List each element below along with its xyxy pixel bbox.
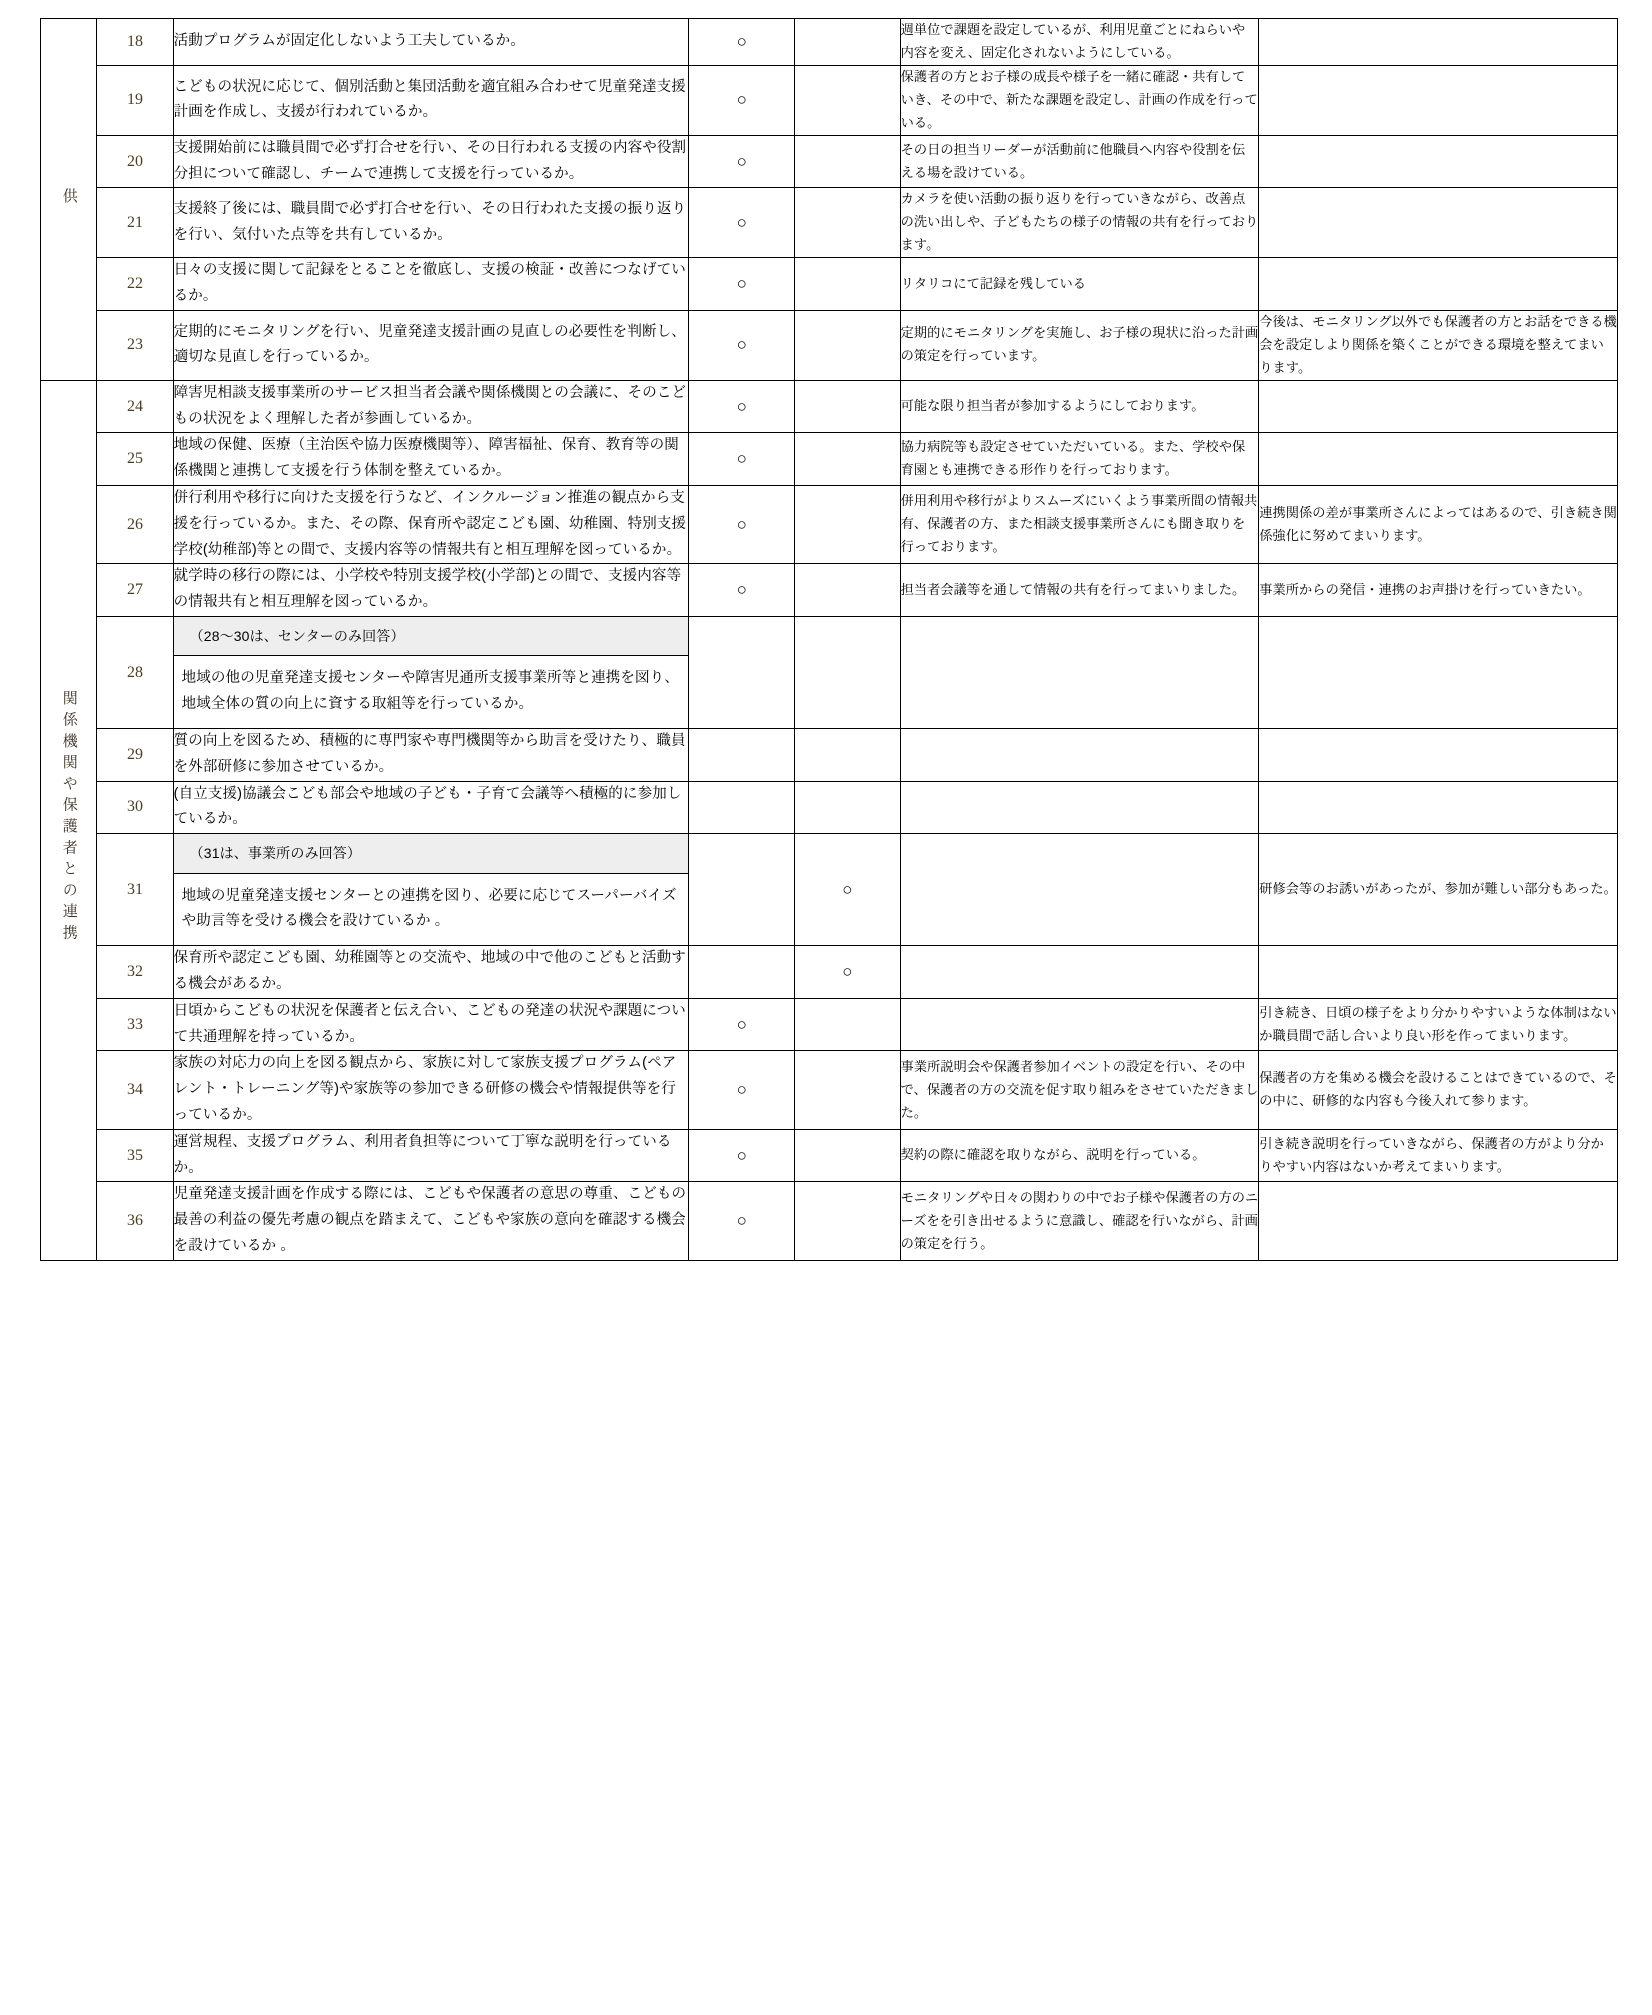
answer-partial-cell[interactable] xyxy=(795,564,901,617)
row-number: 27 xyxy=(97,564,173,617)
question-cell xyxy=(173,258,689,311)
table-row xyxy=(41,258,1618,311)
question-text: 運営規程、支援プログラム、利用者負担等について丁寧な説明を行っているか。 xyxy=(173,1133,672,1176)
answer-yes-cell[interactable]: ○ xyxy=(689,135,795,188)
table-row xyxy=(41,617,1618,729)
question-cell xyxy=(173,729,689,782)
improvement-cell[interactable] xyxy=(1259,135,1618,188)
answer-yes-cell[interactable] xyxy=(689,946,795,999)
comment-cell[interactable] xyxy=(900,834,1259,946)
table-row xyxy=(41,1051,1618,1129)
answer-partial-cell[interactable] xyxy=(795,258,901,311)
question-text: 定期的にモニタリングを行い、児童発達支援計画の見直しの必要性を判断し、適切な見直しを行っているか。 xyxy=(173,323,686,366)
answer-partial-cell[interactable] xyxy=(795,135,901,188)
row-number: 22 xyxy=(97,258,173,311)
table-row xyxy=(41,380,1618,433)
row-number: 33 xyxy=(97,998,173,1051)
answer-yes-cell[interactable]: ○ xyxy=(689,1182,795,1260)
improvement-cell[interactable] xyxy=(1259,65,1618,135)
improvement-cell[interactable]: 研修会等のお誘いがあったが、参加が難しい部分もあった。 xyxy=(1259,834,1618,946)
question-text: 支援終了後には、職員間で必ず打合せを行い、その日行われた支援の振り返りを行い、気付いた点等を共有しているか。 xyxy=(173,201,687,243)
question-cell xyxy=(173,564,689,617)
table-row xyxy=(41,65,1618,135)
improvement-cell[interactable] xyxy=(1259,19,1618,66)
question-text: 就学時の移行の際には、小学校や特別支援学校(小学部)との間で、支援内容等の情報共有と相互理解を図っているか。 xyxy=(173,568,682,611)
question-text: 家族の対応力の向上を図る観点から、家族に対して家族支援プログラム(ペアレント・トレーニング等)や家族等の参加できる研修の機会や情報提供等を行っているか。 xyxy=(173,1055,677,1123)
row-number: 29 xyxy=(97,729,173,782)
comment-cell[interactable]: 可能な限り担当者が参加するようにしております。 xyxy=(900,380,1259,433)
comment-cell[interactable]: 定期的にモニタリングを実施し、お子様の現状に沿った計画の策定を行っています。 xyxy=(900,310,1259,380)
row-number: 30 xyxy=(97,781,173,834)
answer-yes-cell[interactable]: ○ xyxy=(689,380,795,433)
row-number: 18 xyxy=(97,19,173,66)
question-cell xyxy=(173,781,689,834)
question-cell xyxy=(173,617,689,729)
category-label: 供 xyxy=(60,187,78,206)
answer-yes-cell[interactable]: ○ xyxy=(689,310,795,380)
table-row xyxy=(41,781,1618,834)
comment-cell[interactable]: リタリコにて記録を残している xyxy=(900,258,1259,311)
improvement-cell[interactable]: 事業所からの発信・連携のお声掛けを行っていきたい。 xyxy=(1259,564,1618,617)
improvement-cell[interactable] xyxy=(1259,1182,1618,1260)
comment-cell[interactable] xyxy=(900,781,1259,834)
answer-partial-cell[interactable] xyxy=(795,998,901,1051)
answer-partial-cell[interactable] xyxy=(795,19,901,66)
answer-yes-cell[interactable] xyxy=(689,834,795,946)
improvement-cell[interactable] xyxy=(1259,433,1618,486)
answer-yes-cell[interactable]: ○ xyxy=(689,998,795,1051)
question-text: 児童発達支援計画を作成する際には、こどもや保護者の意思の尊重、こどもの最善の利益の優先考慮の観点を踏まえて、こどもや家族の意向を確認する機会を設けているか 。 xyxy=(173,1186,687,1254)
row-number: 35 xyxy=(97,1129,173,1182)
question-cell xyxy=(173,310,689,380)
improvement-cell[interactable]: 保護者の方を集める機会を設けることはできているので、その中に、研修的な内容も今後入れて参ります。 xyxy=(1259,1051,1618,1129)
question-cell xyxy=(173,1182,689,1260)
comment-cell[interactable]: 協力病院等も設定させていただいている。また、学校や保育園とも連携できる形作りを行っております。 xyxy=(900,433,1259,486)
category-cell xyxy=(41,19,97,381)
table-body xyxy=(41,19,1618,1261)
row-number: 25 xyxy=(97,433,173,486)
improvement-cell[interactable]: 連携関係の差が事業所さんによってはあるので、引き続き関係強化に努めてまいります。 xyxy=(1259,486,1618,564)
question-text: (自立支援)協議会こども部会や地域の子ども・子育て会議等へ積極的に参加しているか。 xyxy=(173,785,682,828)
answer-partial-cell[interactable] xyxy=(795,188,901,258)
question-text: 障害児相談支援事業所のサービス担当者会議や関係機関との会議に、そのこどもの状況をよく理解した者が参画しているか。 xyxy=(173,384,687,427)
answer-partial-cell[interactable]: ○ xyxy=(795,834,901,946)
row-number: 19 xyxy=(97,65,173,135)
table-row xyxy=(41,19,1618,66)
table-row xyxy=(41,188,1618,258)
improvement-cell[interactable] xyxy=(1259,781,1618,834)
question-cell xyxy=(173,380,689,433)
category-label: 関係機関や保護者との連携 xyxy=(60,689,78,946)
comment-cell[interactable] xyxy=(900,729,1259,782)
comment-cell[interactable] xyxy=(900,946,1259,999)
table-row xyxy=(41,1129,1618,1182)
question-cell xyxy=(173,1129,689,1182)
question-cell xyxy=(173,486,689,564)
comment-cell[interactable]: 週単位で課題を設定しているが、利用児童ごとにねらいや内容を変え、固定化されないようにしている。 xyxy=(900,19,1259,66)
answer-yes-cell[interactable]: ○ xyxy=(689,1129,795,1182)
improvement-cell[interactable] xyxy=(1259,258,1618,311)
answer-partial-cell[interactable] xyxy=(795,380,901,433)
comment-cell[interactable]: 事業所説明会や保護者参加イベントの設定を行い、その中で、保護者の方の交流を促す取り組みをさせていただきました。 xyxy=(900,1051,1259,1129)
row-number: 32 xyxy=(97,946,173,999)
question-text: 併行利用や移行に向けた支援を行うなど、インクルージョン推進の観点から支援を行っているか。また、その際、保育所や認定こども園、幼稚園、特別支援学校(幼稚部)等との間で、支援内容等の情報共有と相互理解を図っているか。 xyxy=(173,490,687,558)
question-text: 地域の児童発達支援センターとの連携を図り、必要に応じてスーパーバイズや助言等を受ける機会を設けているか 。 xyxy=(181,887,677,930)
scope-note: （28〜30は、センターのみ回答） xyxy=(174,617,689,656)
question-text: 日頃からこどもの状況を保護者と伝え合い、こどもの発達の状況や課題について共通理解を持っているか。 xyxy=(173,1002,686,1045)
improvement-cell[interactable] xyxy=(1259,380,1618,433)
question-cell xyxy=(173,433,689,486)
row-number: 34 xyxy=(97,1051,173,1129)
row-number: 24 xyxy=(97,380,173,433)
table-row xyxy=(41,998,1618,1051)
scope-note: （31は、事業所のみ回答） xyxy=(174,834,689,873)
question-cell xyxy=(173,65,689,135)
answer-yes-cell[interactable]: ○ xyxy=(689,564,795,617)
table-row xyxy=(41,135,1618,188)
question-cell xyxy=(173,946,689,999)
improvement-cell[interactable] xyxy=(1259,617,1618,729)
table-row xyxy=(41,946,1618,999)
table-row xyxy=(41,486,1618,564)
comment-cell[interactable]: 保護者の方とお子様の成長や様子を一緒に確認・共有していき、その中で、新たな課題を設定し、計画の作成を行っている。 xyxy=(900,65,1259,135)
answer-yes-cell[interactable]: ○ xyxy=(689,65,795,135)
comment-cell[interactable]: カメラを使い活動の振り返りを行っていきながら、改善点の洗い出しや、子どもたちの様子の情報の共有を行っております。 xyxy=(900,188,1259,258)
comment-cell[interactable]: 担当者会議等を通して情報の共有を行ってまいりました。 xyxy=(900,564,1259,617)
question-text: 活動プログラムが固定化しないよう工夫しているか。 xyxy=(173,33,525,50)
answer-partial-cell[interactable] xyxy=(795,781,901,834)
question-text: 支援開始前には職員間で必ず打合せを行い、その日行われる支援の内容や役割分担について確認し、チームで連携して支援を行っているか。 xyxy=(173,139,687,182)
question-text: 質の向上を図るため、積極的に専門家や専門機関等から助言を受けたり、職員を外部研修に参加させているか。 xyxy=(173,733,686,775)
question-text: 日々の支援に関して記録をとることを徹底し、支援の検証・改善につなげているか。 xyxy=(173,262,686,305)
row-number: 28 xyxy=(97,617,173,729)
answer-partial-cell[interactable] xyxy=(795,729,901,782)
row-number: 23 xyxy=(97,310,173,380)
answer-partial-cell[interactable] xyxy=(795,486,901,564)
row-number: 26 xyxy=(97,486,173,564)
answer-partial-cell[interactable] xyxy=(795,310,901,380)
row-number: 36 xyxy=(97,1182,173,1260)
self-evaluation-table xyxy=(40,18,1618,1261)
comment-cell[interactable] xyxy=(900,617,1259,729)
improvement-cell[interactable]: 今後は、モニタリング以外でも保護者の方とお話をできる機会を設定しより関係を築くことができる環境を整えてまいります。 xyxy=(1259,310,1618,380)
question-cell xyxy=(173,135,689,188)
comment-cell[interactable]: モニタリングや日々の関わりの中でお子様や保護者の方のニーズをを引き出せるように意識し、確認を行いながら、計画の策定を行う。 xyxy=(900,1182,1259,1260)
table-row xyxy=(41,564,1618,617)
answer-yes-cell[interactable]: ○ xyxy=(689,1051,795,1129)
table-row xyxy=(41,729,1618,782)
question-cell xyxy=(173,834,689,946)
row-number: 20 xyxy=(97,135,173,188)
table-row xyxy=(41,310,1618,380)
table-row xyxy=(41,834,1618,946)
question-cell xyxy=(173,1051,689,1129)
question-text: 地域の保健、医療（主治医や協力医療機関等）、障害福祉、保育、教育等の関係機関と連携して支援を行う体制を整えているか。 xyxy=(173,437,679,480)
comment-cell[interactable]: 併用利用や移行がよりスムーズにいくよう事業所間の情報共有、保護者の方、また相談支援事業所さんにも聞き取りを行っております。 xyxy=(900,486,1259,564)
question-text: 保育所や認定こども園、幼稚園等との交流や、地域の中で他のこどもと活動する機会があるか。 xyxy=(173,950,686,992)
answer-yes-cell[interactable] xyxy=(689,729,795,782)
answer-partial-cell[interactable] xyxy=(795,1129,901,1182)
answer-yes-cell[interactable]: ○ xyxy=(689,19,795,66)
row-number: 21 xyxy=(97,188,173,258)
question-cell xyxy=(173,19,689,66)
question-text: こどもの状況に応じて、個別活動と集団活動を適宜組み合わせて児童発達支援計画を作成し、支援が行われているか。 xyxy=(173,78,686,121)
improvement-cell[interactable]: 引き続き、日頃の様子をより分かりやすいような体制はないか職員間で話し合いより良い形を作ってまいります。 xyxy=(1259,998,1618,1051)
table-row xyxy=(41,433,1618,486)
answer-partial-cell[interactable] xyxy=(795,433,901,486)
answer-yes-cell[interactable]: ○ xyxy=(689,188,795,258)
answer-yes-cell[interactable]: ○ xyxy=(689,433,795,486)
answer-partial-cell[interactable] xyxy=(795,1051,901,1129)
question-cell xyxy=(173,998,689,1051)
question-text: 地域の他の児童発達支援センターや障害児通所支援事業所等と連携を図り、地域全体の質の向上に資する取組等を行っているか。 xyxy=(181,670,679,713)
comment-cell[interactable] xyxy=(900,998,1259,1051)
category-cell xyxy=(41,380,97,1260)
answer-yes-cell[interactable]: ○ xyxy=(689,486,795,564)
answer-partial-cell[interactable] xyxy=(795,1182,901,1260)
answer-yes-cell[interactable] xyxy=(689,617,795,729)
improvement-cell[interactable] xyxy=(1259,946,1618,999)
answer-yes-cell[interactable] xyxy=(689,781,795,834)
improvement-cell[interactable] xyxy=(1259,188,1618,258)
improvement-cell[interactable] xyxy=(1259,729,1618,782)
comment-cell[interactable]: 契約の際に確認を取りながら、説明を行っている。 xyxy=(900,1129,1259,1182)
answer-yes-cell[interactable]: ○ xyxy=(689,258,795,311)
answer-partial-cell[interactable] xyxy=(795,617,901,729)
answer-partial-cell[interactable] xyxy=(795,65,901,135)
question-cell xyxy=(173,188,689,258)
row-number: 31 xyxy=(97,834,173,946)
answer-partial-cell[interactable]: ○ xyxy=(795,946,901,999)
table-row xyxy=(41,1182,1618,1260)
improvement-cell[interactable]: 引き続き説明を行っていきながら、保護者の方がより分かりやすい内容はないか考えてまいります。 xyxy=(1259,1129,1618,1182)
comment-cell[interactable]: その日の担当リーダーが活動前に他職員へ内容や役割を伝える場を設けている。 xyxy=(900,135,1259,188)
